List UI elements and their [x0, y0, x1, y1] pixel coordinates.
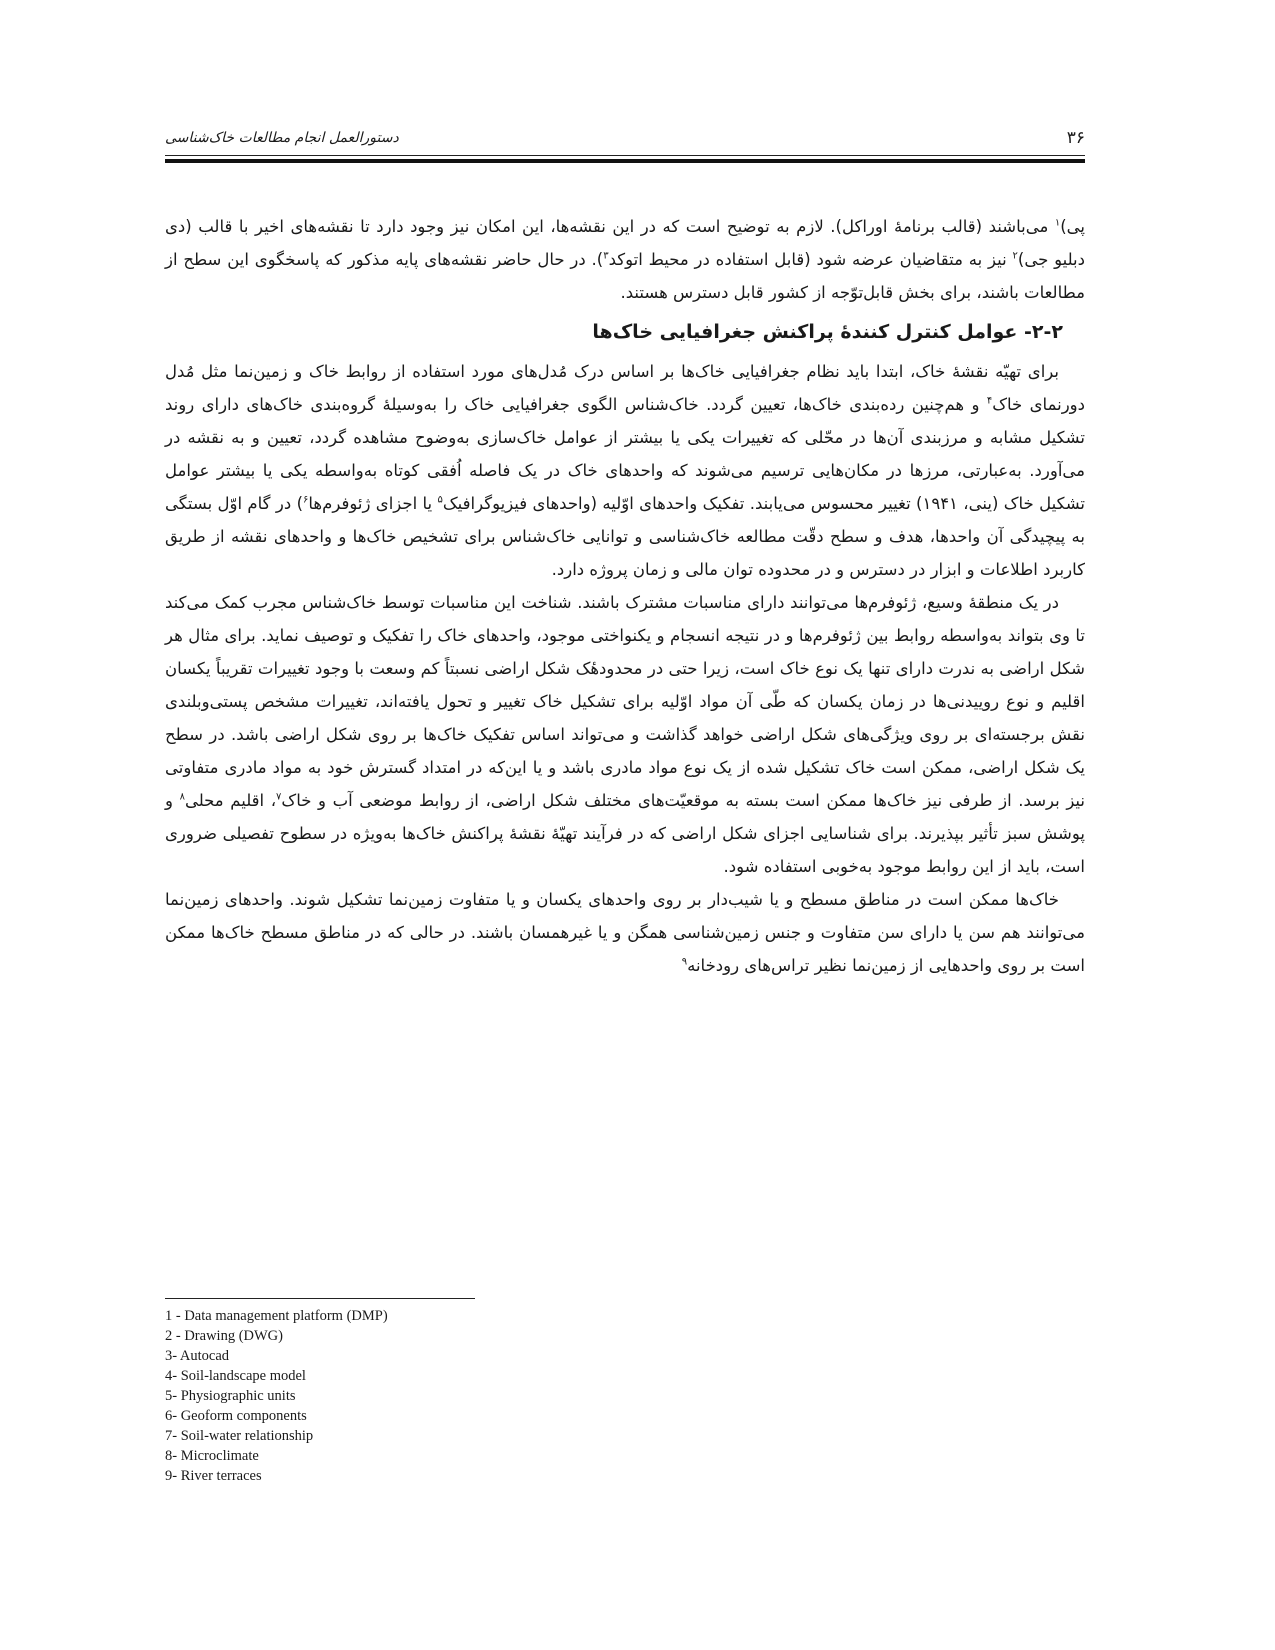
footnote-item: 1 - Data management platform (DMP) — [165, 1308, 388, 1324]
footnotes-list — [165, 1306, 665, 1486]
page-number: ۳۶ — [1066, 128, 1085, 148]
paragraph-text: یا اجزای ژئوفرم‌ها — [308, 494, 438, 513]
footnote-item: 2 - Drawing (DWG) — [165, 1328, 283, 1344]
footnote-item: 9- River terraces — [165, 1468, 262, 1484]
paragraph-3 — [165, 586, 1085, 883]
paragraph-2 — [165, 355, 1085, 586]
paragraph-text: خاک‌ها ممکن است در مناطق مسطح و یا شیب‌دار بر روی واحدهای یکسان و یا متفاوت زمین‌نما تشکیل شوند. واحدهای زمین‌نما می‌توانند هم سن یا دارای سن متفاوت و جنس زمین‌شناسی همگن و یا غیرهمسان باشند. در حالی که در مناطق مسطح خاک‌ها ممکن است بر روی واحدهایی از زمین‌نما نظیر تراس‌های رودخانه — [165, 890, 1085, 975]
footnote-item: 3- Autocad — [165, 1348, 230, 1364]
paragraph-text: و هم‌چنین رده‌بندی خاک‌ها، تعیین گردد. خاک‌شناس الگوی جغرافیایی خاک را به‌وسیلهٔ گروه‌بندی خاک‌های دارای روند تشکیل مشابه و مرزبندی آن‌ها در محّلی که تغییرات یکی یا بیشتر از عوامل خاک‌سازی به‌وضوح مشاهده گردد، تعیین و به نقشه در می‌آورد. به‌عبارتی، مرزها در مکان‌هایی ترسیم می‌شوند که واحدهای خاک در یک فاصله اُفقی کوتاه به‌واسطه یکی یا بیشتر عوامل تشکیل خاک (ینی، ۱۹۴۱) تغییر محسوس می‌یابند. تفکیک واحدهای اوّلیه (واحدهای فیزیوگرافیک — [165, 395, 1086, 513]
footnote-ref-3: ۳ — [603, 250, 609, 262]
header-rule-thin — [165, 155, 1085, 156]
paragraph-text: ). در حال حاضر نقشه‌های پایه مذکور که پاسخگوی این سطح از مطالعات باشند، برای بخش قابل‌توّجه از کشور قابل دسترس هستند. — [165, 250, 1085, 302]
paragraph-1 — [165, 210, 1085, 309]
paragraph-text: برای تهیّه نقشهٔ خاک، ابتدا باید نظام جغرافیایی خاک‌ها بر اساس درک مُدل‌های مورد استفاده از روابط خاک و زمین‌نما مثل مُدل دورنمای خاک — [165, 362, 1085, 414]
section-heading: ۲-۲- عوامل کنترل کنندهٔ پراکنش جغرافیایی خاک‌ها — [592, 321, 1063, 343]
header-rule-thick — [165, 159, 1085, 163]
paragraph-text: پی) — [1060, 217, 1085, 236]
page-header — [165, 120, 1085, 160]
footnote-ref-4: ۴ — [986, 395, 993, 407]
paragraph-text: نیز به متقاضیان عرضه شود (قابل استفاده در محیط اتوکد — [608, 250, 1013, 269]
paragraph-text: و پوشش سبز تأثیر بپذیرند. برای شناسایی اجزای شکل اراضی که در فرآیند تهیّهٔ نقشهٔ پراکنش خاک‌ها به‌ویژه در سطوح تفصیلی ضروری است، باید از این روابط موجود به‌خوبی استفاده شود. — [165, 791, 1085, 876]
paragraph-text: در یک منطقهٔ وسیع، ژئوفرم‌ها می‌توانند دارای مناسبات مشترک باشند. شناخت این مناسبات توسط خاک‌شناس مجرب کمک می‌کند تا وی بتواند به‌واسطه روابط بین ژئوفرم‌ها و در نتیجه انسجام و یکنواختی موجود، واحدهای خاک را تفکیک و توصیف نماید. برای مثال هر شکل اراضی به ندرت دارای تنها یک نوع خاک است، زیرا حتی در محدودهٔک شکل اراضی نسبتاً کم وسعت با وجود تغییرات تقریباً یکسان اقلیم و نوع روییدنی‌ها در زمان یکسان که طّی آن مواد اوّلیه برای تشکیل خاک تغییر و تحول یافته‌اند، تغییرات مشخص پستی‌وبلندی نقش برجسته‌ای بر روی ویژگی‌های شکل اراضی خواهد گذاشت و می‌تواند اساس تفکیک خاک‌ها بر روی شکل اراضی باشد. در سطح یک شکل اراضی، ممکن است خاک تشکیل شده از یک نوع مواد مادری باشد و یا این‌که در امتداد گسترش خود به مواد مادری متفاوتی نیز برسد. از طرفی نیز خاک‌ها ممکن است بسته به موقعیّت‌های مختلف شکل اراضی، از روابط موضعی آب و خاک — [165, 593, 1085, 810]
footnote-ref-2: ۲ — [1012, 250, 1018, 262]
footnote-item: 5- Physiographic units — [165, 1388, 296, 1404]
body-text — [165, 210, 1085, 982]
footnote-separator — [165, 1298, 475, 1299]
running-title: دستورالعمل انجام مطالعات خاک‌شناسی — [165, 130, 399, 146]
footnote-item: 4- Soil-landscape model — [165, 1368, 306, 1384]
footnote-item: 7- Soil-water relationship — [165, 1428, 314, 1444]
paragraph-text: می‌باشند (قالب برنامهٔ اوراکل). لازم به توضیح است که در این نقشه‌ها، این امکان نیز وجود دارد تا نقشه‌های اخیر با قالب (دی دبلیو جی) — [165, 217, 1085, 269]
paragraph-text: ، اقلیم محلی — [184, 791, 277, 810]
paragraph-text: ) در گام اوّل بستگی به پیچیدگی آن واحدها، هدف و سطح دقّت مطالعه خاک‌شناسی و توانایی خاک‌شناس برای تشخیص خاک‌ها و واحدهای نقشه از طریق کاربرد اطلاعات و ابزار در دسترس و در محدوده توان مالی و زمان پروژه دارد. — [165, 494, 1085, 579]
paragraph-4 — [165, 883, 1085, 982]
footnote-item: 8- Microclimate — [165, 1448, 259, 1464]
footnote-ref-6: ۶ — [303, 494, 309, 506]
footnote-ref-7: ۷ — [276, 791, 282, 803]
footnote-ref-5: ۵ — [437, 494, 443, 506]
footnote-ref-1: ۱ — [1054, 217, 1061, 229]
footnote-item: 6- Geoform components — [165, 1408, 307, 1424]
footnote-ref-9: ۹ — [681, 956, 688, 968]
footnote-ref-8: ۸ — [179, 791, 185, 803]
